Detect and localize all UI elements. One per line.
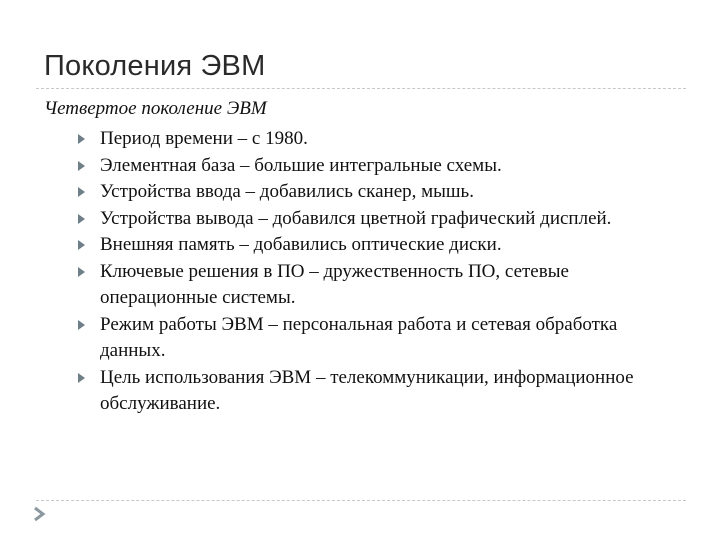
slide-subtitle: Четвертое поколение ЭВМ [44,98,267,119]
list-item-text: Ключевые решения в ПО – дружественность ПО, сетевые операционные системы. [100,260,569,308]
triangle-bullet-icon [78,320,85,330]
list-item-text: Режим работы ЭВМ – персональная работа и сетевая обработка данных. [100,313,618,361]
triangle-bullet-icon [78,240,85,250]
list-item-text: Внешняя память – добавились оптические диски. [100,234,502,255]
list-item-text: Период времени – с 1980. [100,128,308,149]
list-item-text: Устройства вывода – добавился цветной графический дисплей. [100,207,612,229]
triangle-bullet-icon [78,214,85,224]
list-item [76,365,676,418]
triangle-bullet-icon [78,267,85,277]
triangle-bullet-icon [78,187,85,197]
list-item [76,232,676,259]
triangle-bullet-icon [78,161,85,171]
slide-title: Поколения ЭВМ [44,50,266,82]
list-item-text: Цель использования ЭВМ – телекоммуникации, информационное обслуживание. [100,366,634,414]
triangle-bullet-icon [78,373,85,383]
list-item-text: Устройства ввода – добавились сканер, мышь. [100,181,474,202]
list-item [76,312,676,365]
list-item [76,206,676,233]
footer-divider [36,500,686,501]
list-item-text: Элементная база – большие интегральные схемы. [100,154,502,176]
list-item [76,259,676,312]
triangle-bullet-icon [78,134,85,144]
next-slide-arrow-icon[interactable] [32,506,46,522]
title-divider [36,88,686,89]
bullet-list [76,126,676,418]
list-item [76,179,676,206]
list-item [76,153,676,180]
list-item [76,126,676,153]
